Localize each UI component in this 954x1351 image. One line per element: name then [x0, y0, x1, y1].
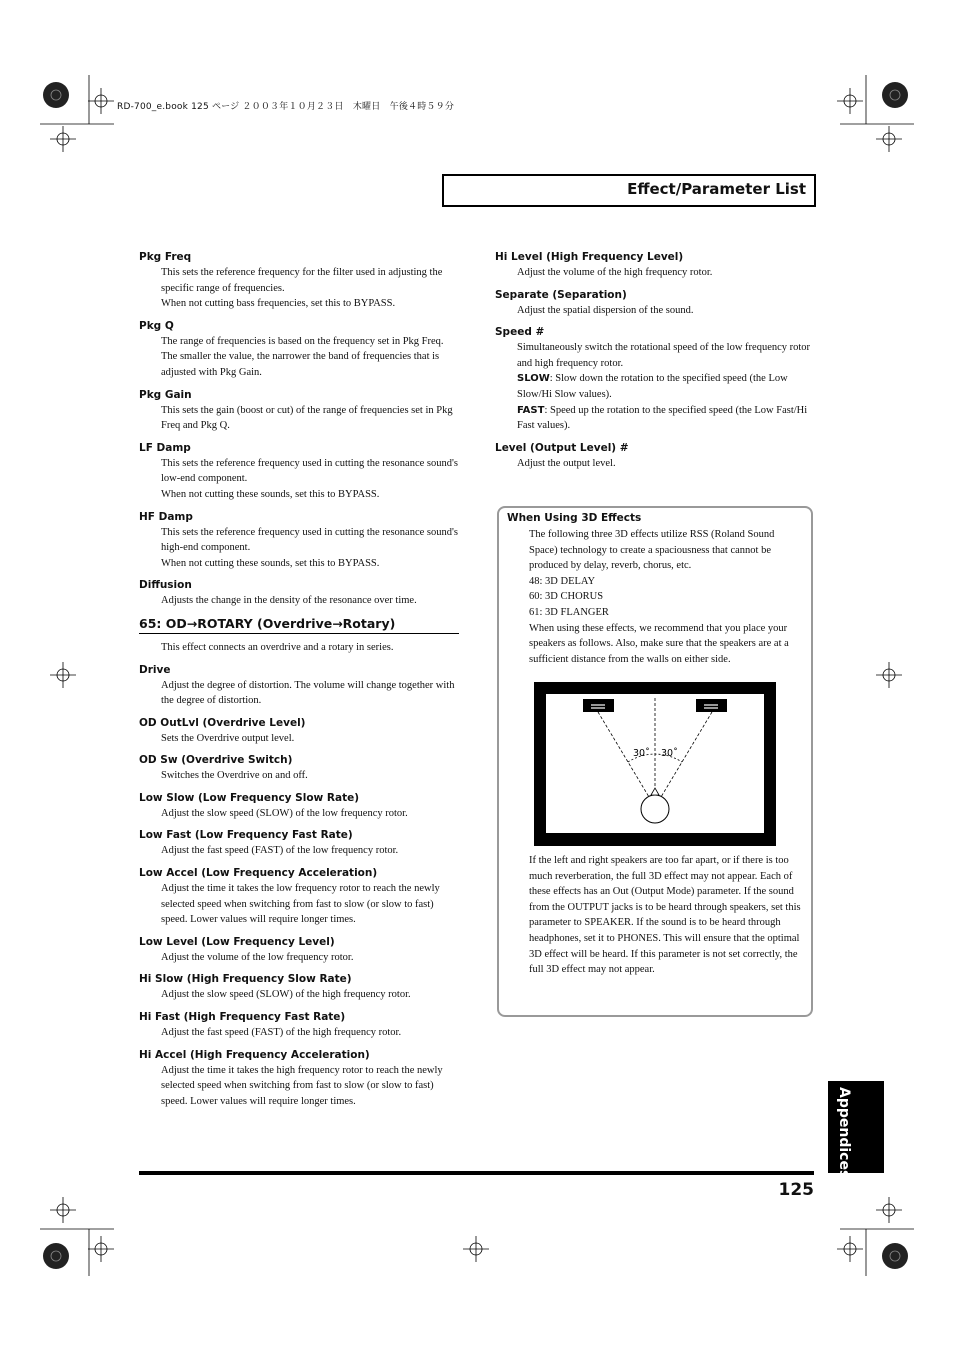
- param-block: [139, 828, 459, 859]
- param-description: [161, 881, 459, 928]
- param-name: Low Accel (Low Frequency Acceleration): [139, 867, 378, 880]
- param-block: [139, 388, 459, 434]
- note-title: When Using 3D Effects: [507, 512, 642, 524]
- param-name: Drive: [139, 663, 171, 676]
- note-closing: If the left and right speakers are too far apart, or if there is too much reverberation, the full 3D effect may not appear. Each of these effects has an Out (Output Mode) parameter. If the sound from the OUTPUT jacks is to be heard through speakers, set this parameter to SPEAKER. If the sound is to be heard through headphones, set it to PHONES. This will ensure that the optimal 3D effect will be heard. If this parameter is not set correctly, the full 3D effect may not appear.: [529, 855, 801, 976]
- param-description: [161, 806, 459, 822]
- angle-left-label: 30˚: [633, 748, 650, 759]
- page-title: Effect/Parameter List: [627, 180, 806, 198]
- description-line: This sets the reference frequency for the filter used in adjusting the specific range of frequencies.: [161, 267, 443, 294]
- description-line: Adjust the spatial dispersion of the sound.: [517, 304, 694, 316]
- angle-right-label: 30˚: [661, 748, 678, 759]
- fast-text: : Speed up the rotation to the specified speed (the Low Fast/Hi Fast values).: [517, 404, 808, 432]
- param-name: Hi Fast (High Frequency Fast Rate): [139, 1011, 346, 1024]
- param-name: Level (Output Level) #: [495, 441, 629, 454]
- param-name: Low Slow (Low Frequency Slow Rate): [139, 791, 360, 804]
- param-block: [495, 250, 815, 281]
- param-description: [161, 456, 459, 503]
- param-block: [139, 866, 459, 928]
- param-block: [139, 1010, 459, 1041]
- description-line: The range of frequencies is based on the frequency set in Pkg Freq.: [161, 335, 444, 347]
- slow-text: : Slow down the rotation to the specified speed (the Low Slow/Hi Slow values).: [517, 373, 788, 400]
- header-box: [442, 174, 816, 207]
- note-text: [529, 527, 803, 667]
- description-line: Adjust the volume of the high frequency rotor.: [517, 267, 713, 278]
- param-description: [161, 768, 459, 784]
- param-block: [139, 753, 459, 784]
- param-name: Speed #: [495, 326, 545, 339]
- note-effect: 60: 3D CHORUS: [529, 591, 604, 603]
- param-name: Hi Level (High Frequency Level): [495, 251, 684, 263]
- description-line: When not cutting bass frequencies, set this to BYPASS.: [161, 298, 396, 310]
- description-line: Adjust the time it takes the high frequency rotor to reach the newly selected speed when switching from fast to slow (or slow to fast) speed. Lower values will require longer times.: [161, 1064, 443, 1107]
- right-column: [495, 250, 815, 478]
- speaker-placement-diagram: [534, 682, 778, 848]
- param-block: [139, 1048, 459, 1110]
- description-line: This sets the gain (boost or cut) of the range of frequencies set in Pkg Freq and Pkg Q.: [161, 404, 453, 432]
- description-line: Adjust the fast speed (FAST) of the low frequency rotor.: [161, 845, 399, 857]
- speed-intro: Simultaneously switch the rotational speed of the low frequency rotor and high frequency rotor.: [517, 342, 811, 369]
- slow-keyword: SLOW: [517, 373, 550, 385]
- description-line: Adjust the volume of the low frequency rotor.: [161, 951, 354, 963]
- param-name: HF Damp: [139, 510, 193, 523]
- param-description: [161, 403, 459, 434]
- param-list-right: [495, 250, 815, 318]
- note-effect: 48: 3D DELAY: [529, 575, 596, 587]
- param-description: [161, 265, 459, 312]
- note-box: [497, 506, 813, 1017]
- description-line: The smaller the value, the narrower the band of frequencies that is adjusted with Pkg Gain.: [161, 351, 440, 378]
- note-effect: 61: 3D FLANGER: [529, 606, 609, 618]
- description-line: Sets the Overdrive output level.: [161, 732, 295, 744]
- param-name: OD Sw (Overdrive Switch): [139, 754, 293, 767]
- param-block: [139, 791, 459, 822]
- speed-fast: [517, 403, 815, 434]
- param-description: Adjust the output level.: [517, 457, 616, 469]
- param-description: [161, 987, 459, 1003]
- param-description: [161, 334, 459, 381]
- note-recommend: When using these effects, we recommend that you place your speakers as follows. Also, make sure that the speakers are at a sufficient distance from the walls on either side.: [529, 622, 789, 665]
- param-name: Pkg Gain: [139, 388, 192, 401]
- description-line: This sets the reference frequency used in cutting the resonance sound's high-end component.: [161, 526, 458, 554]
- param-block: [139, 663, 459, 709]
- param-name: LF Damp: [139, 441, 191, 454]
- param-name: Pkg Q: [139, 319, 174, 332]
- param-block: [139, 441, 459, 503]
- param-description: [161, 678, 459, 709]
- section-tab-label: Appendices: [836, 1087, 852, 1179]
- param-list-section: [139, 663, 459, 1110]
- param-block: [139, 972, 459, 1003]
- param-block: [495, 288, 815, 319]
- param-block: [139, 319, 459, 381]
- param-block: [139, 716, 459, 747]
- description-line: Adjusts the change in the density of the resonance over time.: [161, 595, 417, 607]
- param-list-top: [139, 250, 459, 609]
- param-description: [161, 731, 459, 747]
- speed-slow: [517, 371, 815, 402]
- param-name: Low Level (Low Frequency Level): [139, 935, 335, 948]
- param-block: [139, 510, 459, 572]
- param-description: [161, 843, 459, 859]
- param-block: [139, 250, 459, 312]
- footer-rule: [139, 1171, 814, 1175]
- description-line: Adjust the slow speed (SLOW) of the low frequency rotor.: [161, 807, 408, 819]
- param-name: Low Fast (Low Frequency Fast Rate): [139, 829, 353, 842]
- description-line: Adjust the time it takes the low frequency rotor to reach the newly selected speed when switching from fast to slow (or slow to fast) speed. Lower values will require longer times.: [161, 883, 440, 926]
- description-line: When not cutting these sounds, set this to BYPASS.: [161, 488, 380, 500]
- param-name: Diffusion: [139, 579, 192, 592]
- param-name: Pkg Freq: [139, 251, 192, 263]
- param-level: [495, 441, 815, 472]
- param-description: [161, 525, 459, 572]
- param-description: [517, 303, 815, 319]
- fast-keyword: FAST: [517, 404, 545, 416]
- listener-head-icon: [641, 795, 669, 823]
- description-line: Adjust the degree of distortion. The volume will change together with the degree of distortion.: [161, 679, 455, 707]
- param-description: [161, 593, 459, 609]
- param-description: [161, 1025, 459, 1041]
- param-description: [517, 265, 815, 281]
- param-name: Separate (Separation): [495, 288, 627, 301]
- param-description: [161, 1063, 459, 1110]
- description-line: Switches the Overdrive on and off.: [161, 770, 308, 782]
- param-speed: [495, 325, 815, 434]
- param-description: [517, 340, 815, 434]
- param-block: [139, 935, 459, 966]
- param-name: Hi Slow (High Frequency Slow Rate): [139, 973, 352, 986]
- param-name: OD OutLvl (Overdrive Level): [139, 716, 306, 729]
- section-tab: [828, 1081, 884, 1179]
- param-block: [139, 578, 459, 609]
- param-name: Hi Accel (High Frequency Acceleration): [139, 1048, 370, 1061]
- param-description: [161, 950, 459, 966]
- note-intro: The following three 3D effects utilize RSS (Roland Sound Space) technology to create a spaciousness that cannot be produced by delay, reverb, chorus, etc.: [529, 529, 775, 572]
- section-intro: This effect connects an overdrive and a rotary in series.: [161, 641, 394, 653]
- description-line: This sets the reference frequency used in cutting the resonance sound's low-end component.: [161, 457, 458, 485]
- description-line: Adjust the fast speed (FAST) of the high frequency rotor.: [161, 1027, 402, 1039]
- file-info: RD-700_e.book 125 ページ ２００３年１０月２３日 木曜日 午後４時５９分: [117, 102, 455, 112]
- description-line: When not cutting these sounds, set this to BYPASS.: [161, 557, 380, 569]
- left-column: [139, 250, 459, 1116]
- section-title: 65: OD→ROTARY (Overdrive→Rotary): [139, 616, 459, 634]
- page-number: 125: [778, 1180, 814, 1200]
- description-line: Adjust the slow speed (SLOW) of the high frequency rotor.: [161, 989, 411, 1001]
